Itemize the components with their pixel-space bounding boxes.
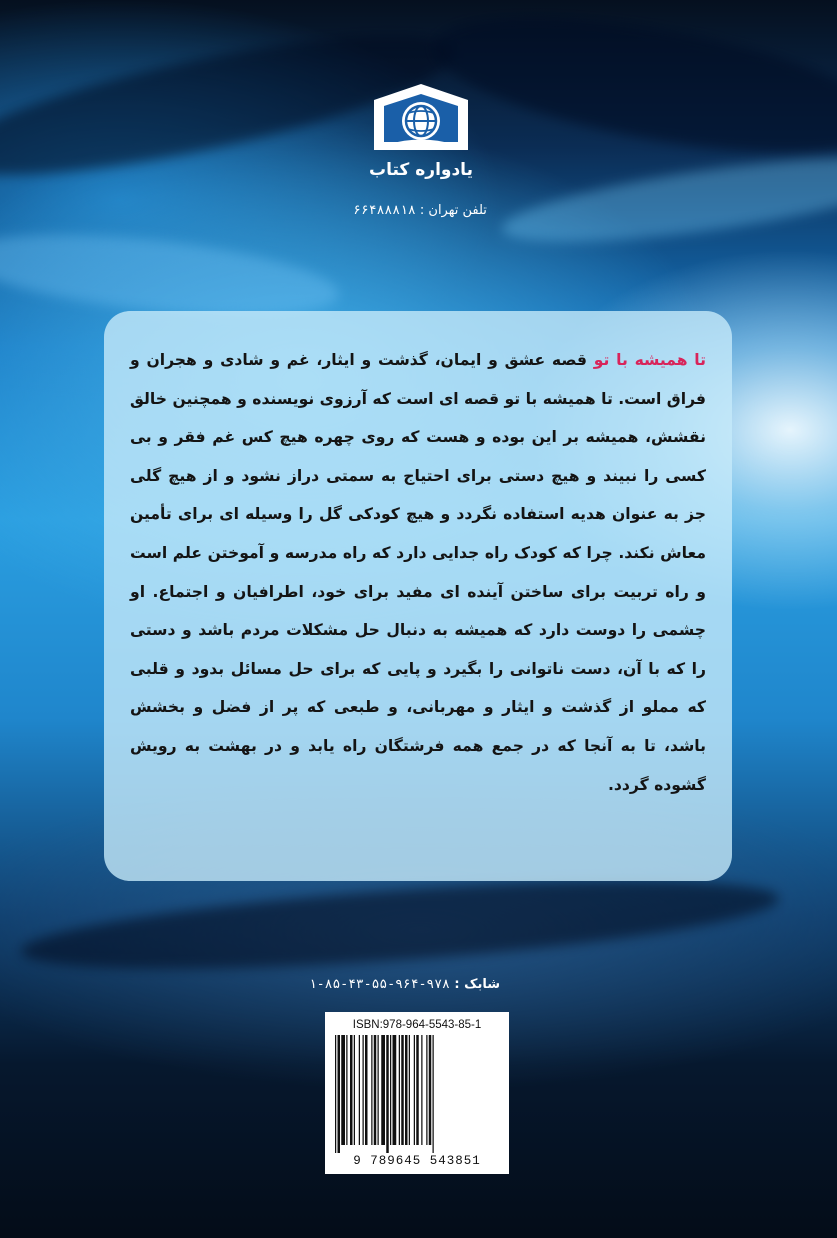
description-body: قصه عشق و ایمان، گذشت و ایثار، غم و شادی و هجران و فراق است. تا همیشه با تو قصه ای است که آرزوی نویسنده و همچنین خالق نقشش، همیشه بر این بوده و هست که روی چهره هیچ کس غم فقر و بی کسی را نبیند و هیچ دستی برای احتیاج به سمتی دراز نشود و از هیچ گلی جز به عنوان هدیه استفاده نگردد و هیچ کودکی گل را وسیله ای برای تأمین معاش نکند. چرا که کودک راه جدایی دارد که راه مدرسه و آموختن علم است و راه تربیت برای ساختن آینده ای مفید برای خود، اطرافیان و اجتماع. او چشمی را دوست دارد که همیشه به دنبال حل مشکلات مردم باشد و دستی را که با آن، دست ناتوانی را بگیرد و پایی که برای حل مسائل بدود و قلبی که مملو از گذشت و ایثار و مهربانی، و طبعی که پر از فضل و بخشش باشد، تا به آنجا که در جمع همه فرشتگان راه یابد و در بهشت به رویش گشوده گردد. <box>130 351 706 794</box>
barcode-bar <box>405 1035 408 1145</box>
barcode-bar <box>409 1035 410 1145</box>
barcode-bar <box>390 1035 391 1145</box>
barcode-bar <box>335 1035 336 1153</box>
barcode-bar <box>338 1035 341 1153</box>
publisher-phone <box>300 203 540 218</box>
barcode-bar <box>365 1035 368 1145</box>
barcode-bar <box>363 1035 364 1145</box>
barcode-bar <box>426 1035 427 1145</box>
phone-number: ۶۶۴۸۸۸۱۸ <box>353 203 416 218</box>
isbn-label: شابک : <box>454 977 500 992</box>
barcode-bar <box>429 1035 432 1145</box>
barcode-bar <box>350 1035 353 1145</box>
barcode-bar <box>393 1035 397 1145</box>
description-text <box>130 341 706 804</box>
description-panel <box>104 311 732 881</box>
barcode-bar <box>341 1035 345 1145</box>
barcode-bar <box>414 1035 415 1145</box>
phone-label: تلفن تهران : <box>419 203 487 218</box>
publisher-logo <box>366 78 476 158</box>
barcode-bar <box>381 1035 385 1145</box>
barcode-bar <box>354 1035 355 1145</box>
background-streak <box>18 864 781 987</box>
barcode-bar <box>433 1035 434 1153</box>
barcode-number: 9 789645 543851 <box>353 1154 481 1168</box>
background-streak <box>424 0 837 179</box>
isbn-line <box>310 977 500 992</box>
barcode-bars <box>331 1035 503 1153</box>
barcode <box>325 1012 509 1174</box>
barcode-isbn-label: ISBN:978-964-5543-85-1 <box>352 1019 482 1031</box>
barcode-bar <box>359 1035 360 1145</box>
isbn-value: ۹۷۸-۹۶۴-۵۵-۴۳-۸۵-۱ <box>308 977 450 992</box>
barcode-bar <box>401 1035 404 1145</box>
book-title-highlight: تا همیشه با تو <box>593 351 707 369</box>
barcode-bar <box>371 1035 372 1145</box>
barcode-bar <box>416 1035 419 1145</box>
barcode-bar <box>374 1035 377 1145</box>
barcode-bar <box>378 1035 379 1145</box>
publisher-name: یادواره کتاب <box>369 160 473 180</box>
barcode-bar <box>399 1035 400 1145</box>
barcode-bar <box>346 1035 347 1145</box>
barcode-bar <box>386 1035 389 1153</box>
barcode-bar <box>421 1035 422 1145</box>
background-streak <box>498 141 837 259</box>
